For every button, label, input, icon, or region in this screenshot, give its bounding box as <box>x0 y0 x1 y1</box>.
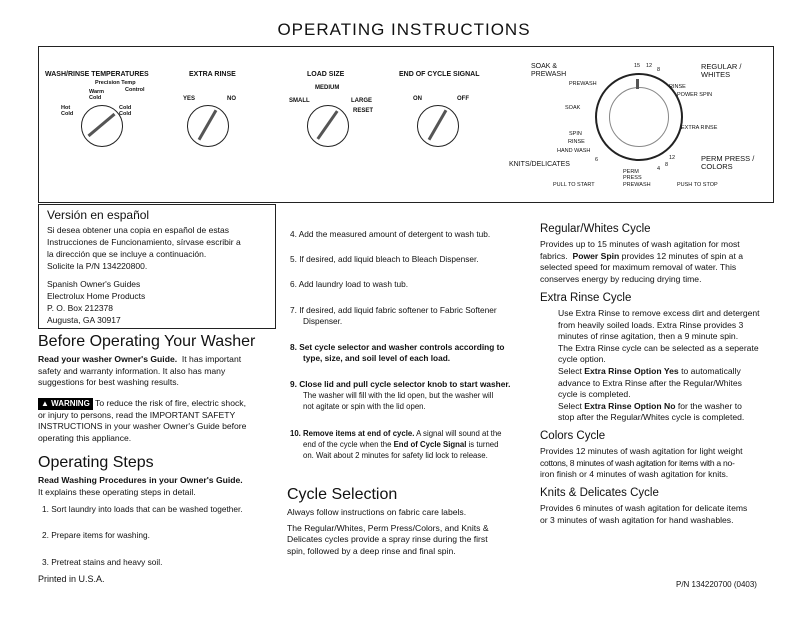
end-signal-knob[interactable] <box>417 105 459 147</box>
before-text <box>38 354 278 389</box>
step-9-line: The washer will fill with the lid open, but the washer will <box>303 391 494 400</box>
step-10-bold: End of Cycle Signal <box>393 440 467 449</box>
steps-intro-rest: It explains these operating steps in detail. <box>38 486 196 497</box>
extra-rinse-no: NO <box>227 96 236 102</box>
regular-heading: Regular/Whites Cycle <box>540 223 651 235</box>
precision-temp-label: Precision Temp <box>95 80 136 86</box>
pull-to-start-label: PULL TO START <box>553 182 595 188</box>
steps-intro-bold: Read Washing Procedures in your Owner's Guide. <box>38 475 243 485</box>
regular-line: provides 12 minutes of spin at a <box>621 250 744 261</box>
regular-text <box>540 239 775 285</box>
before-line: It has important <box>181 354 242 364</box>
cycle-selection-sub: Always follow instructions on fabric care labels. <box>287 507 467 517</box>
extra-rinse-label: EXTRA RINSE <box>189 71 236 78</box>
step-1: 1. Sort laundry into loads that can be washed together. <box>42 504 243 514</box>
dial-spin: SPIN <box>569 131 582 137</box>
dial-hand-wash: HAND WASH <box>557 148 591 154</box>
warning-badge: ▲ WARNING <box>38 398 93 410</box>
step-2: 2. Prepare items for washing. <box>42 530 150 540</box>
load-size-reset: RESET <box>353 108 374 114</box>
step-7 <box>290 305 530 327</box>
step-9-line: 9. Close lid and pull cycle selector knob to start washer. <box>290 379 511 389</box>
regular-line: selected speed for maximum removal of water. This <box>540 262 737 273</box>
step-5: 5. If desired, add liquid bleach to Bleach Dispenser. <box>290 254 479 264</box>
cycle-selector-knob[interactable] <box>595 73 683 161</box>
load-size-small: SMALL <box>289 98 310 104</box>
before-line: safety and warranty information. It also has many <box>38 365 226 376</box>
step-8-line: 8. Set cycle selector and washer controls according to <box>290 342 505 352</box>
extra-line: cycle is completed. <box>558 389 631 400</box>
knits-text <box>540 503 778 526</box>
page-title: OPERATING INSTRUCTIONS <box>277 20 531 39</box>
soak-prewash-label: SOAK & PREWASH <box>531 63 567 78</box>
step-8-line: type, size, and soil level of each load. <box>303 353 451 363</box>
step-7-line: 7. If desired, add liquid fabric softener to Fabric Softener <box>290 305 497 315</box>
push-to-stop-label: PUSH TO STOP <box>677 182 718 188</box>
spanish-line: Solicite la P/N 134220800. <box>47 261 148 271</box>
step-4: 4. Add the measured amount of detergent to wash tub. <box>290 229 491 239</box>
dial-4: 4 <box>657 166 661 172</box>
perm-press-colors-label: PERM PRESS / COLORS <box>701 154 755 171</box>
colors-text <box>540 446 778 481</box>
step-8 <box>290 342 530 364</box>
dial-8b: 8 <box>665 162 669 168</box>
dial-8: 8 <box>657 67 661 73</box>
knits-line: Provides 6 minutes of wash agitation for delicate items <box>540 503 748 513</box>
dial-6: 6 <box>595 157 599 163</box>
dial-soak: SOAK <box>565 105 581 111</box>
warm-cold-label: Warm Cold <box>89 89 105 101</box>
regular-line: Provides up to 15 minutes of wash agitation for most <box>540 239 740 249</box>
warning-block <box>38 398 278 444</box>
knits-delicates-label: KNITS/DELICATES <box>509 161 570 168</box>
load-size-medium: MEDIUM <box>315 85 340 91</box>
extra-line: cycle option. <box>558 354 606 365</box>
cycle-selection-text <box>287 507 532 557</box>
step-9-line: not agitate or spin with the lid open. <box>303 402 426 411</box>
hot-cold-label: Hot Cold <box>61 105 74 117</box>
extra-line: stop after the Regular/Whites cycle is completed. <box>558 412 745 423</box>
before-line: suggestions for best washing results. <box>38 377 179 388</box>
extra-line: Use Extra Rinse to remove excess dirt and detergent <box>558 308 760 318</box>
dial-perm-press: PERM PRESS <box>623 169 642 181</box>
extra-bold: Extra Rinse Option Yes <box>584 365 679 376</box>
colors-heading: Colors Cycle <box>540 430 606 442</box>
extra-line: The Extra Rinse cycle can be selected as a seperate <box>558 342 759 353</box>
regular-line: fabrics. <box>540 250 568 261</box>
extra-line: advance to Extra Rinse after the Regular/Whites <box>558 377 742 388</box>
printed-in: Printed in U.S.A. <box>38 574 105 584</box>
extra-rinse-knob[interactable] <box>187 105 229 147</box>
dial-rinse-right: RINSE <box>669 84 686 90</box>
warning-line: operating this appliance. <box>38 432 132 443</box>
steps-heading: Operating Steps <box>38 454 154 471</box>
colors-line: Provides 12 minutes of wash agitation for light weight <box>540 446 743 456</box>
before-heading: Before Operating Your Washer <box>38 333 256 350</box>
extra-line: for the washer to <box>677 400 742 411</box>
step-10 <box>290 428 534 461</box>
cycle-selection-heading: Cycle Selection <box>287 486 398 503</box>
dial-12b: 12 <box>669 155 676 161</box>
cycle-selection-line: Delicates cycles provide a spray rinse during the first <box>287 534 488 545</box>
cycle-selection-line: The Regular/Whites, Perm Press/Colors, and Knits & <box>287 522 489 533</box>
part-number: P/N 134220700 (0403) <box>676 580 757 589</box>
step-10-line: A signal will sound at the <box>416 429 502 438</box>
step-9 <box>290 379 530 412</box>
spanish-line: la dirección que se incluye a continuación. <box>47 249 207 259</box>
extra-line: Select <box>558 365 582 376</box>
load-size-large: LARGE <box>351 98 372 104</box>
step-10-line: is turned <box>468 440 499 449</box>
before-bold: Read your washer Owner's Guide. <box>38 354 178 364</box>
end-signal-label: END OF CYCLE SIGNAL <box>399 71 480 78</box>
colors-line: iron finish or 4 minutes of wash agitation for knits. <box>540 469 729 480</box>
extra-rinse-yes: YES <box>183 96 196 102</box>
dial-12: 12 <box>646 63 653 69</box>
dial-prewash-bottom: PREWASH <box>623 182 651 188</box>
warning-line: INSTRUCTIONS in your washer Owner's Guide before <box>38 421 247 432</box>
spanish-line: Instrucciones de Funcionamiento, sírvase escribir a <box>47 237 241 247</box>
end-signal-on: ON <box>413 96 422 102</box>
load-size-knob[interactable] <box>307 105 349 147</box>
step-3: 3. Pretreat stains and heavy soil. <box>42 557 163 567</box>
regular-bold: Power Spin <box>572 250 620 261</box>
load-size-label: LOAD SIZE <box>307 71 345 78</box>
step-7-line: Dispenser. <box>303 316 343 326</box>
steps-intro <box>38 475 278 498</box>
control-panel <box>38 46 774 203</box>
regular-line: conserves energy by reducing drying time. <box>540 273 702 284</box>
address-line: Spanish Owner's Guides <box>47 279 141 289</box>
dial-prewash-top: PREWASH <box>569 81 597 87</box>
cold-cold-label: Cold Cold <box>119 105 132 117</box>
dial-extra-rinse: EXTRA RINSE <box>681 125 718 131</box>
extra-line: from heavily soiled loads. Extra Rinse provides 3 <box>558 319 744 330</box>
dial-rinse-left: RINSE <box>568 139 585 145</box>
warning-line: or injury to persons, read the IMPORTANT SAFETY <box>38 409 236 420</box>
warning-line: To reduce the risk of fire, electric shock, <box>95 398 246 408</box>
dial-power-spin: POWER SPIN <box>677 92 713 98</box>
control-label: Control <box>125 87 145 93</box>
step-6: 6. Add laundry load to wash tub. <box>290 279 409 289</box>
colors-line: cottons, 8 minutes of wash agitation for items with a no- <box>540 457 735 468</box>
temperature-knob[interactable] <box>81 105 123 147</box>
step-10-line: end of the cycle when the <box>303 440 392 449</box>
extra-line: to automatically <box>681 365 741 376</box>
address-line: Electrolux Home Products <box>47 291 146 301</box>
spanish-line: Si desea obtener una copia en español de estas <box>47 225 229 235</box>
extra-line: minutes of rinse agitation, then a 9 minute spin. <box>558 331 739 342</box>
spanish-heading: Versión en español <box>47 208 150 222</box>
step-10-line: on. Wait about 2 minutes for safety lid lock to release. <box>303 451 488 460</box>
cycle-selection-line: spin, followed by a deep rinse and final spin. <box>287 545 456 556</box>
knits-heading: Knits & Delicates Cycle <box>540 487 659 499</box>
wash-rinse-label: WASH/RINSE TEMPERATURES <box>45 71 149 78</box>
end-signal-off: OFF <box>457 96 469 102</box>
extra-heading: Extra Rinse Cycle <box>540 292 632 304</box>
extra-text <box>558 308 776 424</box>
address-line: P. O. Box 212378 <box>47 303 114 313</box>
address-line: Augusta, GA 30917 <box>47 315 121 325</box>
knits-line: or 3 minutes of wash agitation for hand washables. <box>540 514 734 525</box>
regular-whites-label: REGULAR / WHITES <box>701 62 742 79</box>
extra-bold: Extra Rinse Option No <box>584 400 676 411</box>
spanish-version-box <box>38 204 276 329</box>
step-10-bold: 10. Remove items at end of cycle. <box>290 429 415 438</box>
extra-line: Select <box>558 400 582 411</box>
dial-15: 15 <box>634 63 641 69</box>
